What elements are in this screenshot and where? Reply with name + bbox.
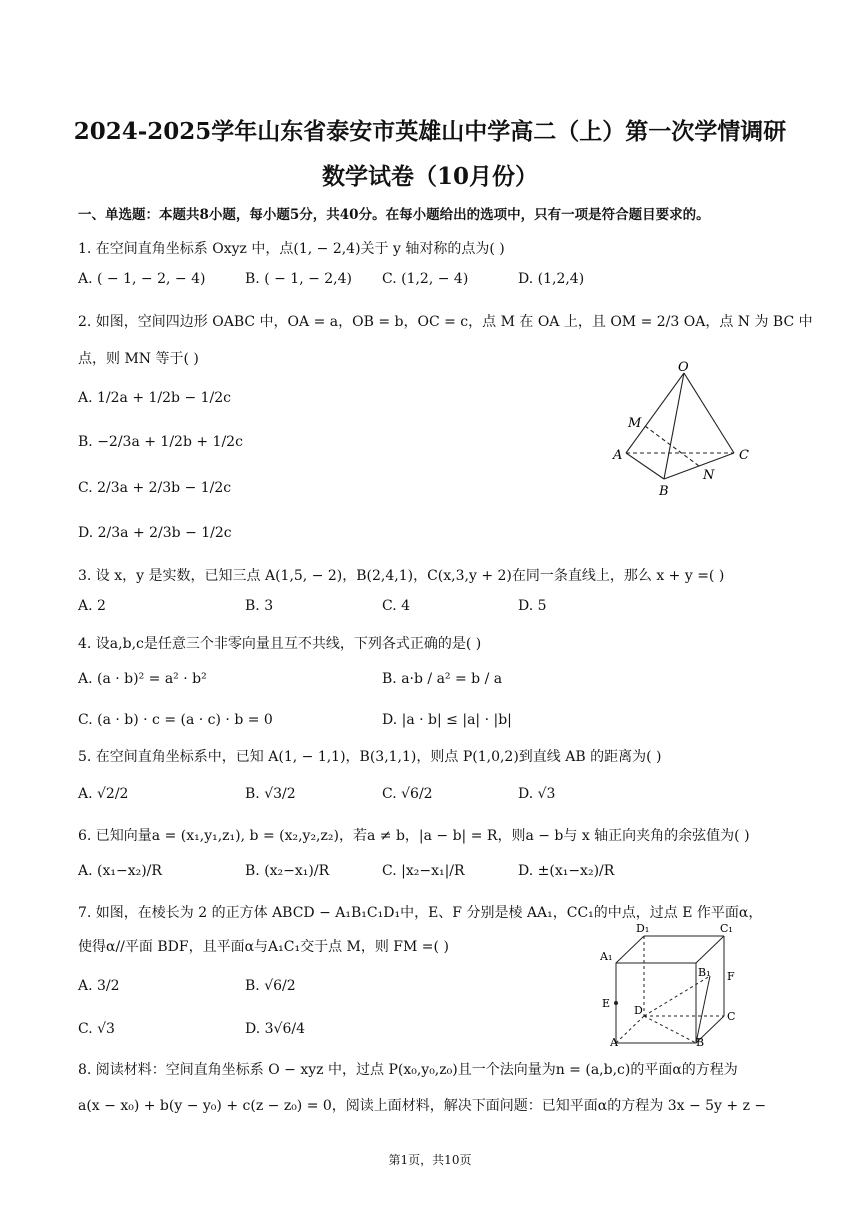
q4-option-d: D. |a · b| ≤ |a| · |b| (382, 712, 512, 728)
question-8-line2: a(x − x₀) + b(y − y₀) + c(z − z₀) = 0，阅读上面材料，解决下面问题：已知平面α的方程为 3x − 5y + z − (78, 1098, 767, 1114)
question-5: 5. 在空间直角坐标系中，已知 A(1, − 1,1)，B(3,1,1)，则点 P(1,0,2)到直线 AB 的距离为( ) (78, 749, 662, 765)
q4-option-b: B. a·b / a² = b / a (382, 671, 503, 687)
q3-option-d: D. 5 (518, 598, 547, 614)
tetrahedron-figure (606, 355, 766, 505)
q7-option-d: D. 3√6/4 (245, 1021, 305, 1037)
fig2-label-b1: B₁ (698, 966, 711, 979)
q5-option-a: A. √2/2 (78, 786, 129, 802)
q6-option-a: A. (x₁−x₂)/R (78, 863, 162, 879)
q5-option-d: D. √3 (518, 786, 556, 802)
question-2-line1: 2. 如图，空间四边形 OABC 中，OA = a，OB = b，OC = c，点 M 在 OA 上，且 OM = 2/3 OA，点 N 为 BC 中 (78, 314, 813, 330)
q3-option-b: B. 3 (245, 598, 274, 614)
q1-option-d: D. (1,2,4) (518, 271, 585, 287)
question-2-line2: 点，则 MN 等于( ) (78, 351, 199, 367)
fig2-label-d1: D₁ (636, 922, 650, 935)
fig2-label-d: D (634, 1004, 643, 1017)
question-7-line1: 7. 如图，在棱长为 2 的正方体 ABCD − A₁B₁C₁D₁中，E、F 分别是棱 AA₁，CC₁的中点，过点 E 作平面α， (78, 905, 763, 921)
fig2-label-a: A (610, 1036, 618, 1048)
q2-option-c: C. 2/3a + 2/3b − 1/2c (78, 480, 232, 496)
q4-option-a: A. (a · b)² = a² · b² (78, 671, 207, 687)
q3-option-a: A. 2 (78, 598, 106, 614)
q1-option-c: C. (1,2, − 4) (382, 271, 469, 287)
q6-option-d: D. ±(x₁−x₂)/R (518, 863, 615, 879)
q2-option-a: A. 1/2a + 1/2b − 1/2c (78, 390, 232, 406)
q2-option-b: B. −2/3a + 1/2b + 1/2c (78, 434, 243, 450)
exam-title-line1: 2024-2025学年山东省泰安市英雄山中学高二（上）第一次学情调研 (73, 118, 787, 145)
q6-option-b: B. (x₂−x₁)/R (245, 863, 330, 879)
fig1-label-o: O (678, 360, 689, 375)
fig2-label-c: C (727, 1010, 736, 1023)
fig1-label-n: N (703, 468, 715, 483)
fig1-label-m: M (628, 416, 642, 431)
question-1: 1. 在空间直角坐标系 Oxyz 中，点(1, − 2,4)关于 y 轴对称的点为( ) (78, 241, 505, 257)
cube-figure (596, 920, 756, 1048)
question-8-line1: 8. 阅读材料：空间直角坐标系 O − xyz 中，过点 P(x₀,y₀,z₀)且一个法向量为n = (a,b,c)的平面α的方程为 (78, 1062, 738, 1078)
section-heading: 一、单选题：本题共8小题，每小题5分，共40分。在每小题给出的选项中，只有一项是符合题目要求的。 (78, 207, 710, 223)
fig2-label-a1: A₁ (600, 950, 613, 963)
question-3: 3. 设 x，y 是实数，已知三点 A(1,5, − 2)，B(2,4,1)，C(x,3,y + 2)在同一条直线上，那么 x + y =( ) (78, 568, 725, 584)
q1-option-a: A. ( − 1, − 2, − 4) (78, 271, 206, 287)
question-4: 4. 设a,b,c是任意三个非零向量且互不共线，下列各式正确的是( ) (78, 636, 482, 652)
question-7-line2: 使得α//平面 BDF，且平面α与A₁C₁交于点 M，则 FM =( ) (78, 939, 449, 955)
q5-option-b: B. √3/2 (245, 786, 296, 802)
exam-title-line2: 数学试卷（10月份） (321, 163, 538, 190)
fig2-label-b: B (696, 1036, 705, 1048)
fig2-label-f: F (727, 970, 735, 983)
q7-option-b: B. √6/2 (245, 978, 296, 994)
page-footer: 第1页，共10页 (388, 1153, 472, 1167)
question-6: 6. 已知向量a = (x₁,y₁,z₁), b = (x₂,y₂,z₂)，若a ≠ b，|a − b| = R，则a − b与 x 轴正向夹角的余弦值为( ) (78, 828, 750, 844)
fig1-label-b: B (659, 484, 669, 499)
q6-option-c: C. |x₂−x₁|/R (382, 863, 465, 879)
q1-option-b: B. ( − 1, − 2,4) (245, 271, 352, 287)
fig1-label-c: C (739, 448, 749, 463)
q3-option-c: C. 4 (382, 598, 411, 614)
q4-option-c: C. (a · b) · c = (a · c) · b = 0 (78, 712, 273, 728)
fig1-label-a: A (613, 448, 623, 463)
fig2-label-c1: C₁ (720, 922, 733, 935)
q7-option-a: A. 3/2 (78, 978, 120, 994)
q2-option-d: D. 2/3a + 2/3b − 1/2c (78, 525, 232, 541)
q7-option-c: C. √3 (78, 1021, 115, 1037)
fig2-label-e: E (602, 997, 611, 1010)
q5-option-c: C. √6/2 (382, 786, 433, 802)
